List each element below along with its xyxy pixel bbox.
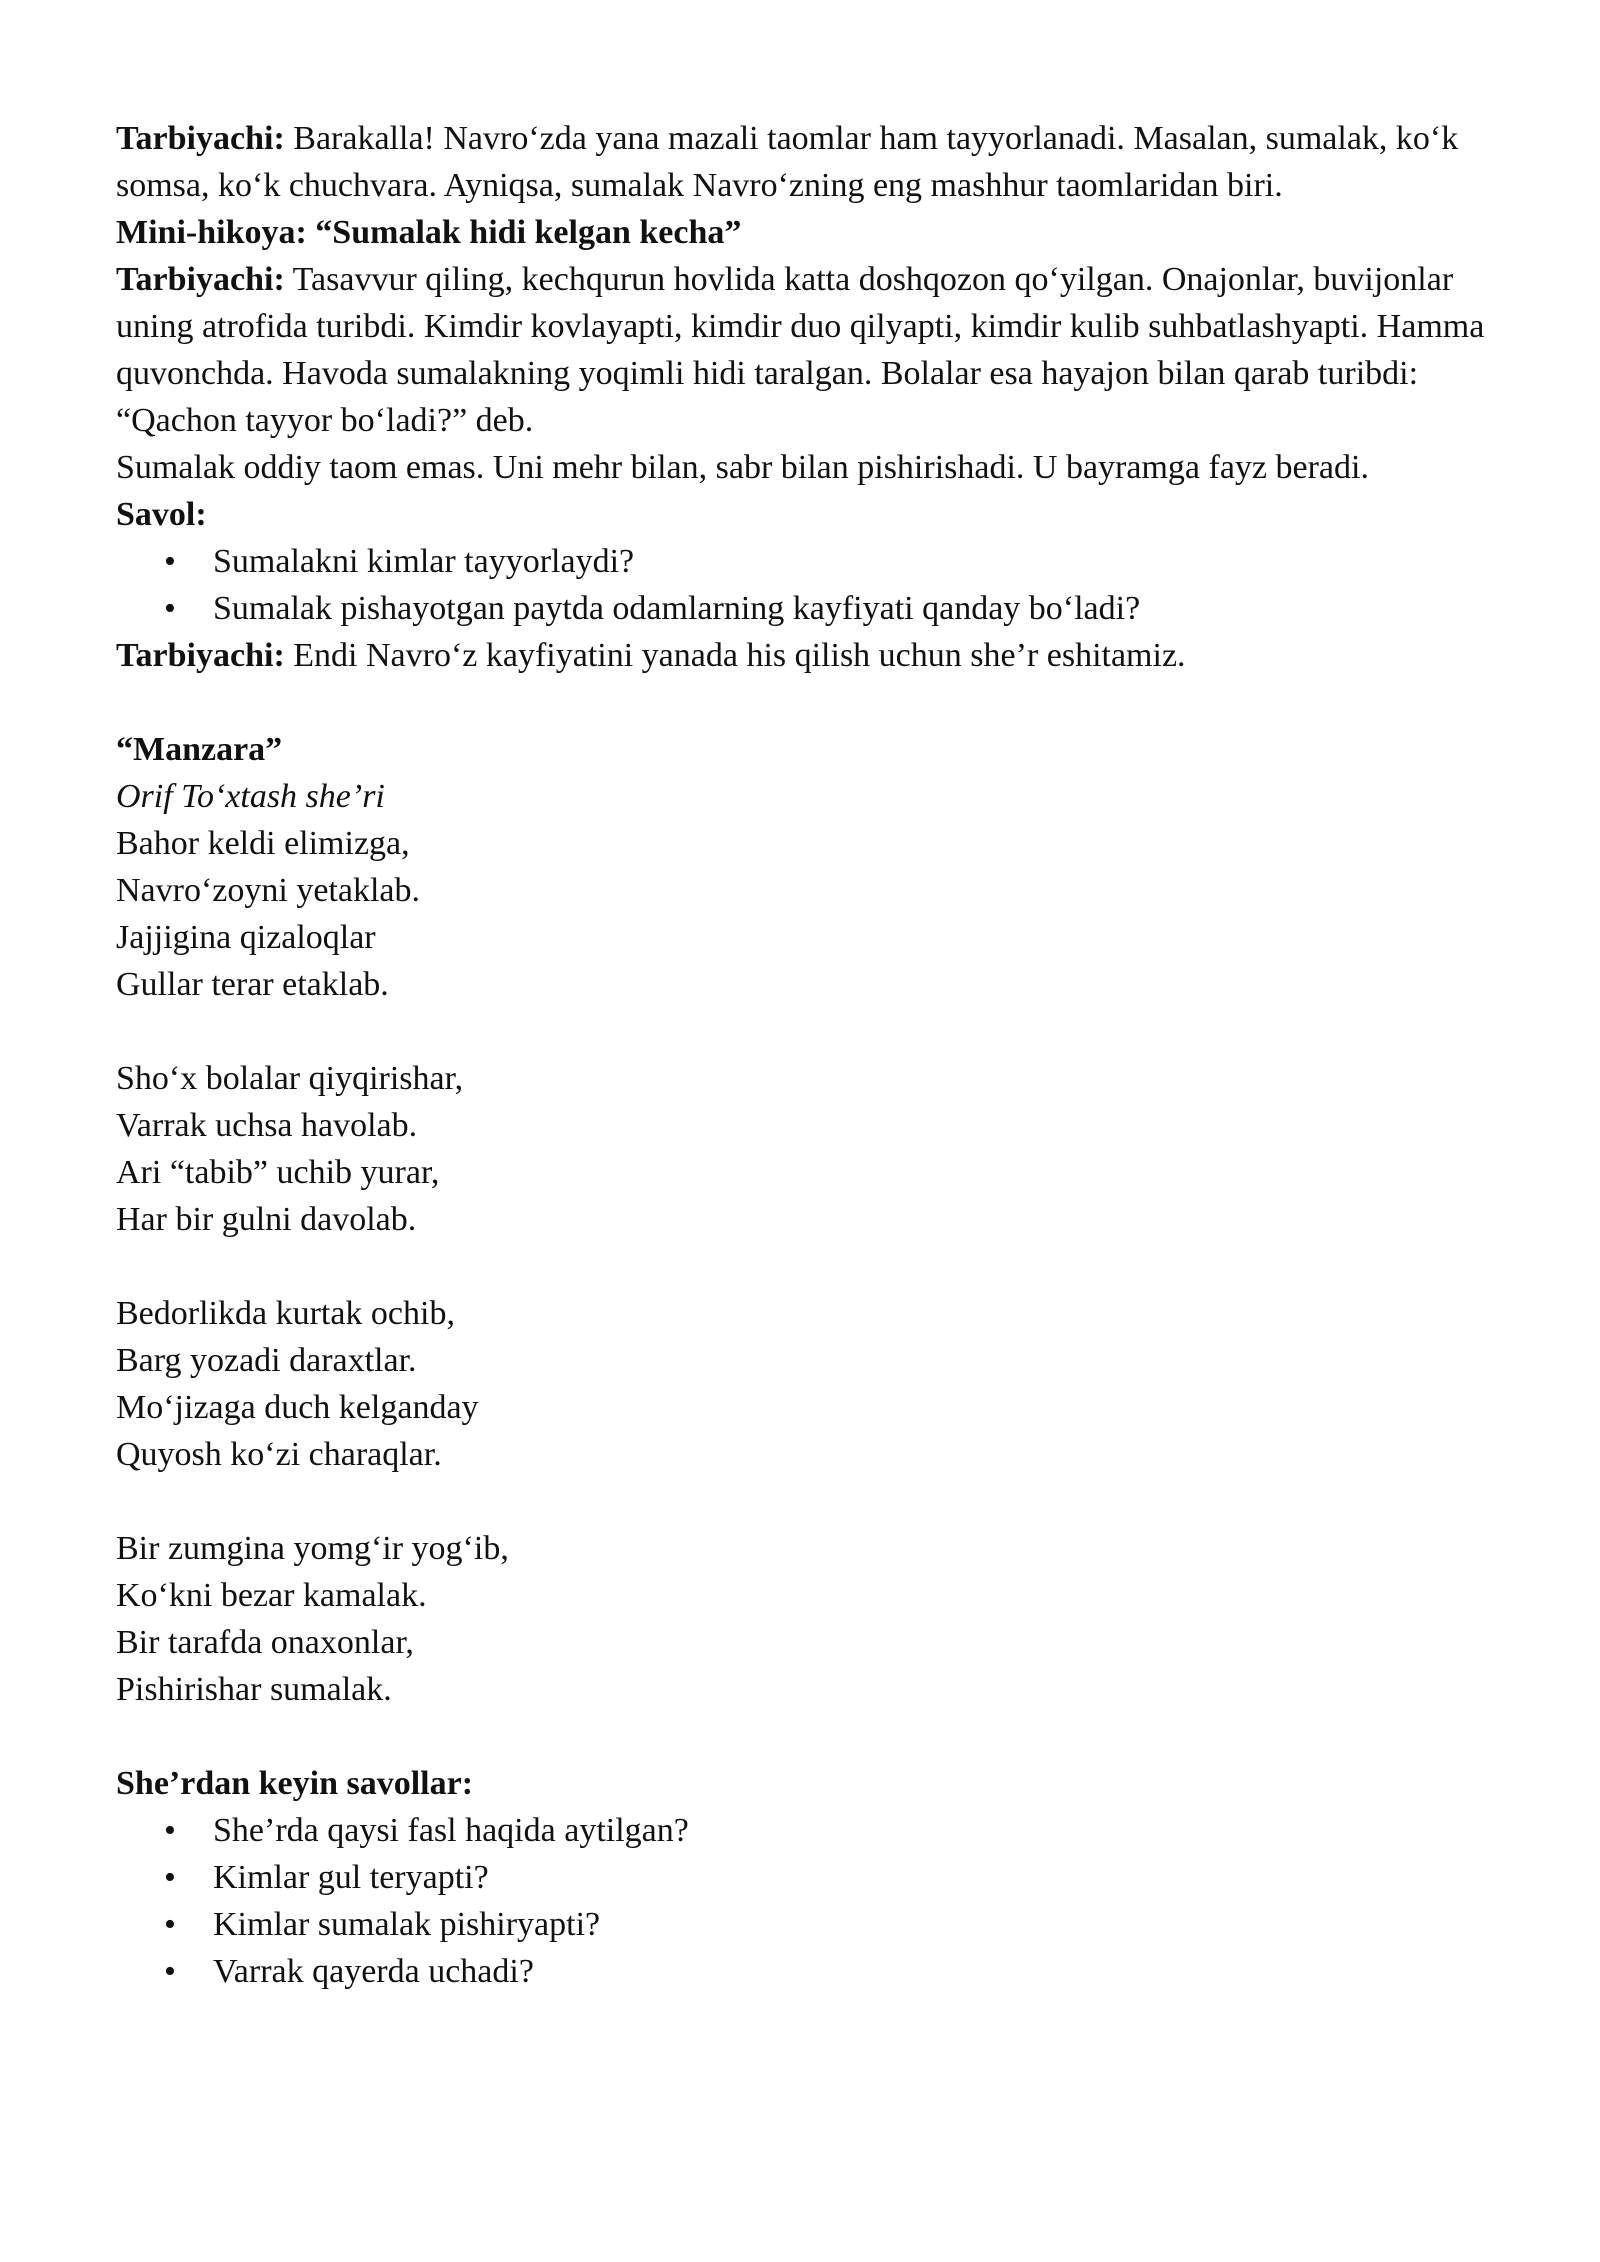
poem-line: Ari “tabib” uchib yurar, [116,1154,440,1191]
question-list [116,538,1500,632]
list-item: • Sumalak pishayotgan paytda odamlarning kayfiyati qanday bo‘ladi? [116,585,1500,632]
poem-line: Quyosh ko‘zi charaqlar. [116,1436,442,1473]
poem-stanza [116,820,1500,1008]
poem-line: Har bir gulni davolab. [116,1201,417,1238]
poem-stanza [116,1290,1500,1478]
poem-line: Pishirishar sumalak. [116,1671,392,1708]
speaker-label: Tarbiyachi: [116,120,285,157]
after-poem-question-list [116,1807,1500,1995]
spacer [116,1478,1500,1525]
poem-line: Bahor keldi elimizga, [116,825,410,862]
dialog-paragraph-3 [116,632,1500,679]
poem-line: Sho‘x bolalar qiyqirishar, [116,1060,464,1097]
poem-stanza [116,1055,1500,1243]
poem-line: Mo‘jizaga duch kelganday [116,1389,479,1426]
mini-story-title: Mini-hikoya: “Sumalak hidi kelgan kecha” [116,214,742,251]
poem-line: Navro‘zoyni yetaklab. [116,872,420,909]
poem-stanza [116,1525,1500,1713]
list-item: • Kimlar gul teryapti? [116,1854,1500,1901]
poem-line: Bir tarafda onaxonlar, [116,1624,414,1661]
list-item: • Sumalakni kimlar tayyorlaydi? [116,538,1500,585]
spacer [116,1008,1500,1055]
poem-line: Varrak uchsa havolab. [116,1107,418,1144]
dialog-text: Barakalla! Navro‘zda yana mazali taomlar ham tayyorlanadi. Masalan, sumalak, ko‘k somsa, ko‘k chuchvara. Ayniqsa, sumalak Navro‘zning eng mashhur taomlaridan biri. [116,120,1459,204]
dialog-paragraph-1 [116,115,1500,209]
spacer [116,679,1500,726]
spacer [116,1243,1500,1290]
poem-line: Bedorlikda kurtak ochib, [116,1295,455,1332]
poem-author: Orif To‘xtash she’ri [116,778,385,815]
poem-title: “Manzara” [116,731,283,768]
list-item: • Varrak qayerda uchadi? [116,1948,1500,1995]
question-heading: Savol: [116,496,207,533]
dialog-text: Endi Navro‘z kayfiyatini yanada his qilish uchun she’r eshitamiz. [284,637,1186,674]
list-item: • Kimlar sumalak pishiryapti? [116,1901,1500,1948]
poem-line: Jajjigina qizaloqlar [116,919,376,956]
list-item: • She’rda qaysi fasl haqida aytilgan? [116,1807,1500,1854]
after-poem-heading: She’rdan keyin savollar: [116,1765,474,1802]
poem-line: Ko‘kni bezar kamalak. [116,1577,427,1614]
poem-line: Bir zumgina yomg‘ir yog‘ib, [116,1530,509,1567]
poem-line: Gullar terar etaklab. [116,966,389,1003]
speaker-label: Tarbiyachi: [116,637,285,674]
speaker-label: Tarbiyachi: [116,261,285,298]
body-paragraph: Sumalak oddiy taom emas. Uni mehr bilan, sabr bilan pishirishadi. U bayramga fayz beradi. [116,449,1369,486]
dialog-paragraph-2 [116,256,1500,444]
dialog-text: Tasavvur qiling, kechqurun hovlida katta doshqozon qo‘yilgan. Onajonlar, buvijonlar uning atrofida turibdi. Kimdir kovlayapti, kimdir duo qilyapti, kimdir kulib suhbatlashyapti. Hamma quvonchda. Havoda sumalakning yoqimli hidi taralgan. Bolalar esa hayajon bilan qarab turibdi: “Qachon tayyor bo‘ladi?” deb. [116,261,1485,439]
spacer [116,1713,1500,1760]
poem-line: Barg yozadi daraxtlar. [116,1342,417,1379]
